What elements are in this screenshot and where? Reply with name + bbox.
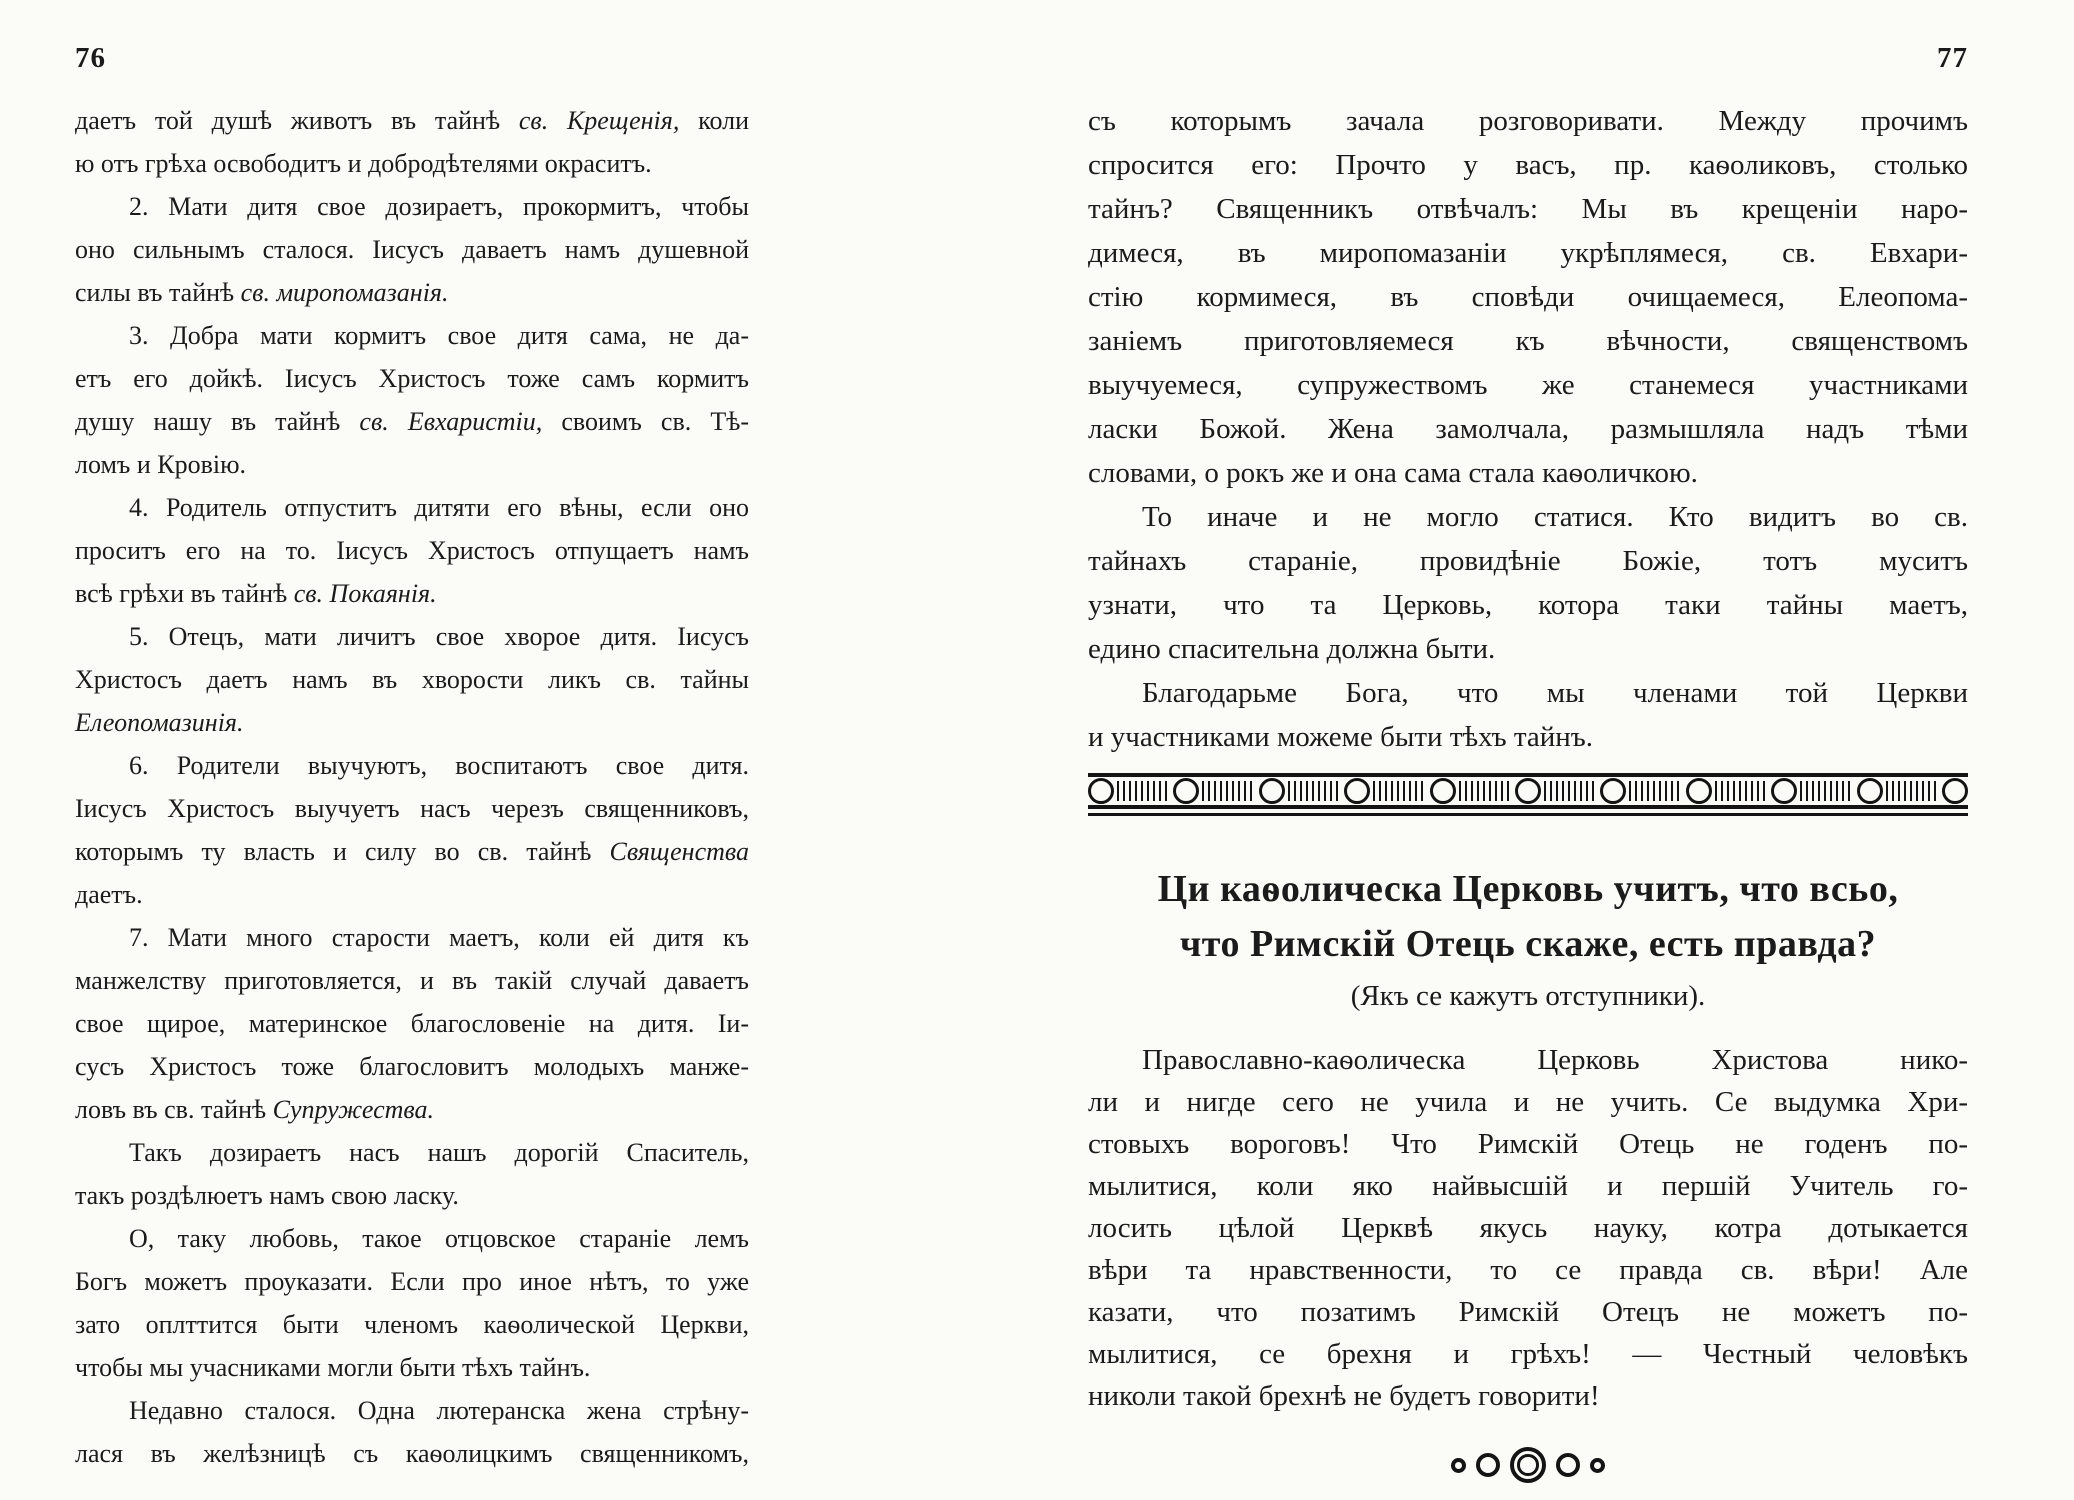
- heading-line-2: что Римскій Отець скаже, есть правда?: [1179, 923, 1877, 965]
- hatch-fill: [1800, 781, 1853, 801]
- text-line: мылитися, коли яко найвысшій и першій Учитель го-: [1088, 1170, 1968, 1202]
- ring-icon: [1590, 1458, 1605, 1473]
- text-line: зато оплттится быти членомъ каѳолической Церкви,: [75, 1310, 749, 1339]
- text-line: Недавно сталося. Одна лютеранска жена стрѣну-: [129, 1396, 749, 1425]
- hatch-fill: [1886, 781, 1939, 801]
- text-line: всѣ грѣхи въ тайнѣ св. Покаянія.: [75, 579, 437, 608]
- text-line: 4. Родитель отпуститъ дитяти его вѣны, если оно: [129, 493, 749, 522]
- paragraph: [75, 1131, 749, 1217]
- text-line: мылитися, се брехня и грѣхъ! — Честный человѣкъ: [1088, 1338, 1968, 1370]
- text-line: выучуемеся, супружествомъ же станемеся участниками: [1088, 369, 1968, 401]
- ring-icon: [1430, 778, 1456, 804]
- hatch-fill: [1202, 781, 1255, 801]
- text-line: Іисусъ Христосъ выучуетъ насъ черезъ священниковъ,: [75, 794, 749, 823]
- text-line: ловъ въ св. тайнѣ Супружества.: [75, 1095, 435, 1124]
- text-line: ломъ и Кровію.: [75, 450, 247, 479]
- paragraph: [75, 615, 749, 744]
- hatch-fill: [1715, 781, 1768, 801]
- ring-icon: [1344, 778, 1370, 804]
- paragraph: [75, 486, 749, 615]
- paragraph: [75, 916, 749, 1131]
- hatch-fill: [1459, 781, 1512, 801]
- hatch-fill: [1373, 781, 1426, 801]
- text-line: Богъ можетъ проуказати. Если про иное нѣтъ, то уже: [75, 1267, 749, 1296]
- hatch-fill: [1288, 781, 1341, 801]
- ring-icon: [1259, 778, 1285, 804]
- paragraph: [75, 185, 749, 314]
- section-heading: [1088, 862, 1968, 972]
- text-line: и участниками можеме быти тѣхъ тайнъ.: [1088, 721, 1594, 753]
- text-line: 6. Родители выучуютъ, воспитаютъ свое дитя.: [129, 751, 749, 780]
- ring-icon: [1600, 778, 1626, 804]
- ring-icon: [1088, 778, 1114, 804]
- text-line: тайнахъ стараніе, провидѣніе Божіе, тотъ муситъ: [1088, 545, 1968, 577]
- page-right-text-top: [1088, 99, 1968, 759]
- text-line: даетъ той душѣ животъ въ тайнѣ св. Крещенія, коли: [75, 106, 749, 135]
- text-line: 3. Добра мати кормитъ свое дитя сама, не да-: [129, 321, 749, 350]
- ring-icon: [1771, 778, 1797, 804]
- ring-icon: [1942, 778, 1968, 804]
- text-line: стовыхъ вороговъ! Что Римскій Отець не годенъ по-: [1088, 1128, 1968, 1160]
- ring-icon: [1857, 778, 1883, 804]
- inner-ring: [1517, 1454, 1538, 1475]
- text-line: лосить цѣлой Церквѣ якусь науку, котра дотыкается: [1088, 1212, 1968, 1244]
- text-line: силы въ тайнѣ св. миропомазанія.: [75, 278, 449, 307]
- paragraph: [75, 744, 749, 916]
- text-line: тайнъ? Священникъ отвѣчалъ: Мы въ крещеніи наро-: [1088, 193, 1968, 225]
- text-line: 7. Мати много старости маетъ, коли ей дитя къ: [129, 923, 749, 952]
- page-left: [75, 42, 749, 1475]
- text-line: казати, что позатимъ Римскій Отецъ не можетъ по-: [1088, 1296, 1968, 1328]
- text-line: словами, о рокъ же и она сама стала каѳоличкою.: [1088, 457, 1698, 489]
- text-line: спросится его: Прочто у васъ, пр. каѳоликовъ, столько: [1088, 149, 1968, 181]
- text-line: Такъ дозираетъ насъ нашъ дорогій Спаситель,: [129, 1138, 749, 1167]
- page-right-text-bottom: [1088, 1039, 1968, 1417]
- hatch-fill: [1117, 781, 1170, 801]
- text-line: 2. Мати дитя свое дозираетъ, прокормитъ, чтобы: [129, 192, 749, 221]
- text-line: ласки Божой. Жена замолчала, размышляла надъ тѣми: [1088, 413, 1968, 445]
- paragraph: [75, 1389, 749, 1475]
- paragraph: [75, 314, 749, 486]
- text-line: То иначе и не могло статися. Кто видитъ во св.: [1142, 501, 1968, 533]
- text-line: съ которымъ зачала розговоривати. Между прочимъ: [1088, 105, 1968, 137]
- page-number-left: 76: [75, 42, 106, 74]
- text-line: едино спасительна должна быти.: [1088, 633, 1496, 665]
- text-line: О, таку любовь, такое отцовское стараніе лемъ: [129, 1224, 749, 1253]
- text-line: стію кормимеся, въ сповѣди очищаемеся, Елеопома-: [1088, 281, 1968, 313]
- hatch-fill: [1629, 781, 1682, 801]
- text-line: проситъ его на то. Іисусъ Христосъ отпущаетъ намъ: [75, 536, 749, 565]
- hatched-rule-with-rings: [1088, 773, 1968, 809]
- text-line: душу нашу въ тайнѣ св. Евхаристіи, своимъ св. Тѣ-: [75, 407, 749, 436]
- text-line: Православно-каѳолическа Церковь Христова нико-: [1142, 1044, 1968, 1076]
- text-line: которымъ ту власть и силу во св. тайнѣ Священства: [75, 837, 749, 866]
- double-ring-icon: [1510, 1447, 1546, 1483]
- text-line: 5. Отецъ, мати личитъ свое хворое дитя. Іисусъ: [129, 622, 749, 651]
- text-line: Христосъ даетъ намъ въ хворости ликъ св. тайны: [75, 665, 749, 694]
- paragraph: [1088, 671, 1968, 759]
- text-line: димеся, въ миропомазаніи укрѣплямеся, св. Евхари-: [1088, 237, 1968, 269]
- text-line: оно сильнымъ сталося. Іисусъ даваетъ намъ душевной: [75, 235, 749, 264]
- page-right: [1088, 42, 1968, 1483]
- paragraph: [1088, 495, 1968, 671]
- text-line: Благодарьме Бога, что мы членами той Церкви: [1142, 677, 1968, 709]
- text-line: свое щирое, материнское благословеніе на дитя. Іи-: [75, 1009, 749, 1038]
- page-number-right: 77: [1937, 42, 1968, 74]
- hatch-fill: [1544, 781, 1597, 801]
- paragraph: [75, 99, 749, 185]
- paragraph: [1088, 1039, 1968, 1417]
- ring-icon: [1556, 1453, 1580, 1477]
- ring-icon: [1515, 778, 1541, 804]
- paragraph: [1088, 99, 1968, 495]
- ornamental-divider: [1088, 773, 1968, 816]
- text-line: вѣри та нравственности, то се правда св. вѣри! Але: [1088, 1254, 1968, 1286]
- paragraph: [75, 1217, 749, 1389]
- heading-line-1: Ци каѳолическа Церковь учитъ, что всьо,: [1157, 868, 1899, 910]
- text-line: узнати, что та Церковь, котора таки тайны маетъ,: [1088, 589, 1968, 621]
- text-line: етъ его дойкѣ. Іисусъ Христосъ тоже самъ кормитъ: [75, 364, 749, 393]
- ring-icon: [1451, 1458, 1466, 1473]
- page-left-text: [75, 99, 749, 1475]
- five-rings-vignette: [1088, 1447, 1968, 1483]
- text-line: николи такой брехнѣ не будетъ говорити!: [1088, 1380, 1600, 1412]
- ring-icon: [1476, 1453, 1500, 1477]
- text-line: ю отъ грѣха освободитъ и добродѣтелями окраситъ.: [75, 149, 652, 178]
- text-line: лася въ желѣзницѣ съ каѳолицкимъ священникомъ,: [75, 1439, 749, 1468]
- text-line: сусъ Христосъ тоже благословитъ молодыхъ манже-: [75, 1052, 749, 1081]
- ring-icon: [1173, 778, 1199, 804]
- text-line: даетъ.: [75, 880, 143, 909]
- text-line: такъ роздѣлюетъ намъ свою ласку.: [75, 1181, 459, 1210]
- text-line: Елеопомазинія.: [75, 708, 244, 737]
- text-line: ли и нигде сего не учила и не учить. Се выдумка Хри-: [1088, 1086, 1968, 1118]
- text-line: чтобы мы учасниками могли быти тѣхъ тайнъ.: [75, 1353, 591, 1382]
- text-line: манжелству приготовляется, и въ такій случай даваетъ: [75, 966, 749, 995]
- text-line: заніемъ приготовляемеся къ вѣчности, священствомъ: [1088, 325, 1968, 357]
- ring-icon: [1686, 778, 1712, 804]
- section-subtitle: (Якъ се кажутъ отступники).: [1350, 980, 1706, 1012]
